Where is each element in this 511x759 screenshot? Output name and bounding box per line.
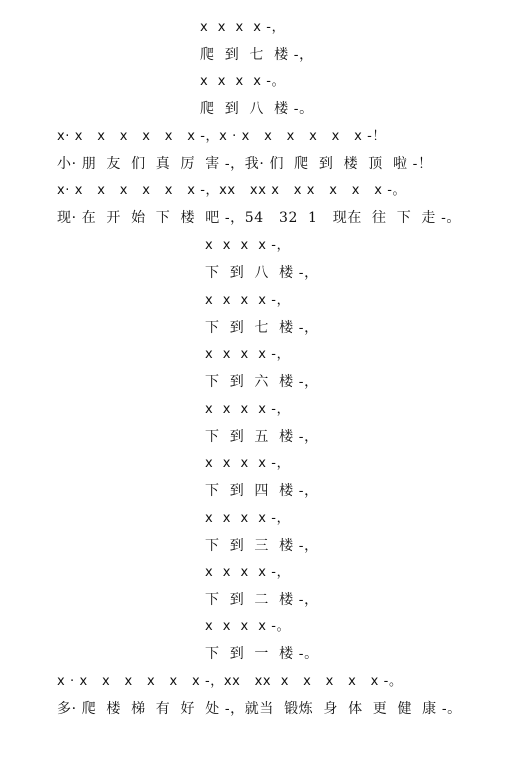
rhythm-text: x x x x -， (205, 293, 291, 308)
lyric-line (0, 699, 511, 726)
rhythm-line (0, 18, 511, 45)
rhythm-line (0, 127, 511, 154)
lyric-text: 下 到 七 楼 -， (205, 320, 319, 336)
rhythm-line (0, 181, 511, 208)
rhythm-line (0, 236, 511, 263)
rhythm-text: x x x x -， (205, 347, 291, 362)
lyric-line (0, 99, 511, 126)
rhythm-line (0, 509, 511, 536)
lyric-text: 爬 到 八 楼 -。 (200, 101, 314, 117)
lyric-text: 下 到 八 楼 -， (205, 265, 319, 281)
rhythm-line (0, 345, 511, 372)
rhythm-line (0, 672, 511, 699)
lyric-text: 多· 爬 楼 梯 有 好 处 -，就当 锻炼 身 体 更 健 康 -。 (57, 701, 462, 717)
lyric-text: 爬 到 七 楼 -， (200, 47, 314, 63)
rhythm-text: x x x x -， (205, 511, 291, 526)
rhythm-line (0, 617, 511, 644)
rhythm-text: x x x x -， (205, 565, 291, 580)
lyric-line (0, 536, 511, 563)
rhythm-text: x x x x -， (200, 20, 286, 35)
lyric-line (0, 481, 511, 508)
rhythm-text: x x x x -， (205, 402, 291, 417)
lyric-text: 现· 在 开 始 下 楼 吧 -，54 32 1 现在 往 下 走 -。 (57, 210, 462, 226)
rhythm-line (0, 72, 511, 99)
lyric-line (0, 318, 511, 345)
lyric-text: 下 到 五 楼 -， (205, 429, 319, 445)
rhythm-line (0, 454, 511, 481)
rhythm-text: x x x x -， (205, 238, 291, 253)
lyric-line (0, 263, 511, 290)
lyric-text: 下 到 一 楼 -。 (205, 646, 319, 662)
rhythm-line (0, 563, 511, 590)
lyric-line (0, 644, 511, 671)
lyric-text: 下 到 四 楼 -， (205, 483, 319, 499)
lyric-line (0, 208, 511, 235)
lyric-line (0, 154, 511, 181)
rhythm-text: x · x x x x x x -，xx xx x x x x x -。 (57, 674, 403, 689)
rhythm-line (0, 291, 511, 318)
lyric-text: 下 到 二 楼 -， (205, 592, 319, 608)
rhythm-text: x· x x x x x x -，x · x x x x x x -！ (57, 129, 386, 144)
rhythm-text: x x x x -。 (205, 619, 291, 634)
lyric-text: 下 到 三 楼 -， (205, 538, 319, 554)
lyric-line (0, 590, 511, 617)
rhythm-text: x x x x -， (205, 456, 291, 471)
rhythm-text: x· x x x x x x -，xx xx x x x x x x -。 (57, 183, 407, 198)
lyric-text: 下 到 六 楼 -， (205, 374, 319, 390)
rhythm-line (0, 400, 511, 427)
lyric-text: 小· 朋 友 们 真 厉 害 -，我· 们 爬 到 楼 顶 啦 -！ (57, 156, 433, 172)
lyric-line (0, 372, 511, 399)
rhythm-text: x x x x -。 (200, 74, 286, 89)
lyric-line (0, 427, 511, 454)
lyric-line (0, 45, 511, 72)
